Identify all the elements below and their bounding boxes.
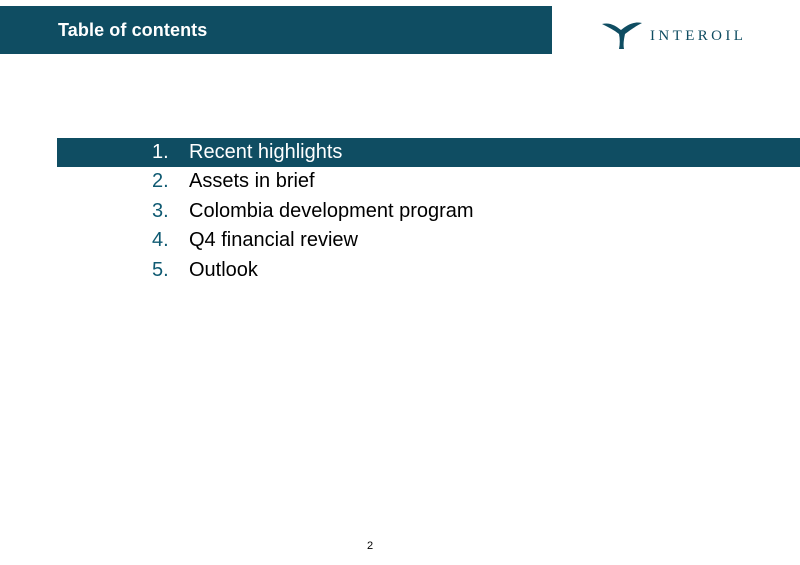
toc-item-number: 2. [152,170,169,193]
logo-wordmark: INTEROIL [650,27,747,44]
page-title: Table of contents [58,19,208,40]
toc-item-label: Colombia development program [189,199,474,222]
toc-item-label: Assets in brief [189,170,315,193]
toc-item-label: Recent highlights [189,141,343,163]
toc-item-5[interactable] [0,256,800,286]
toc-item-number: 4. [152,229,169,252]
table-of-contents [0,138,800,285]
toc-item-label: Q4 financial review [189,229,358,252]
toc-item-1[interactable] [57,138,800,167]
toc-item-number: 1. [152,141,169,163]
company-logo [600,16,770,52]
toc-item-label: Outlook [189,258,258,281]
toc-item-4[interactable] [0,226,800,256]
toc-item-2[interactable] [0,167,800,197]
toc-item-number: 5. [152,258,169,281]
toc-item-number: 3. [152,199,169,222]
page-number: 2 [366,540,374,552]
toc-item-3[interactable] [0,197,800,227]
title-bar [0,6,552,54]
whale-tail-icon [600,18,644,50]
